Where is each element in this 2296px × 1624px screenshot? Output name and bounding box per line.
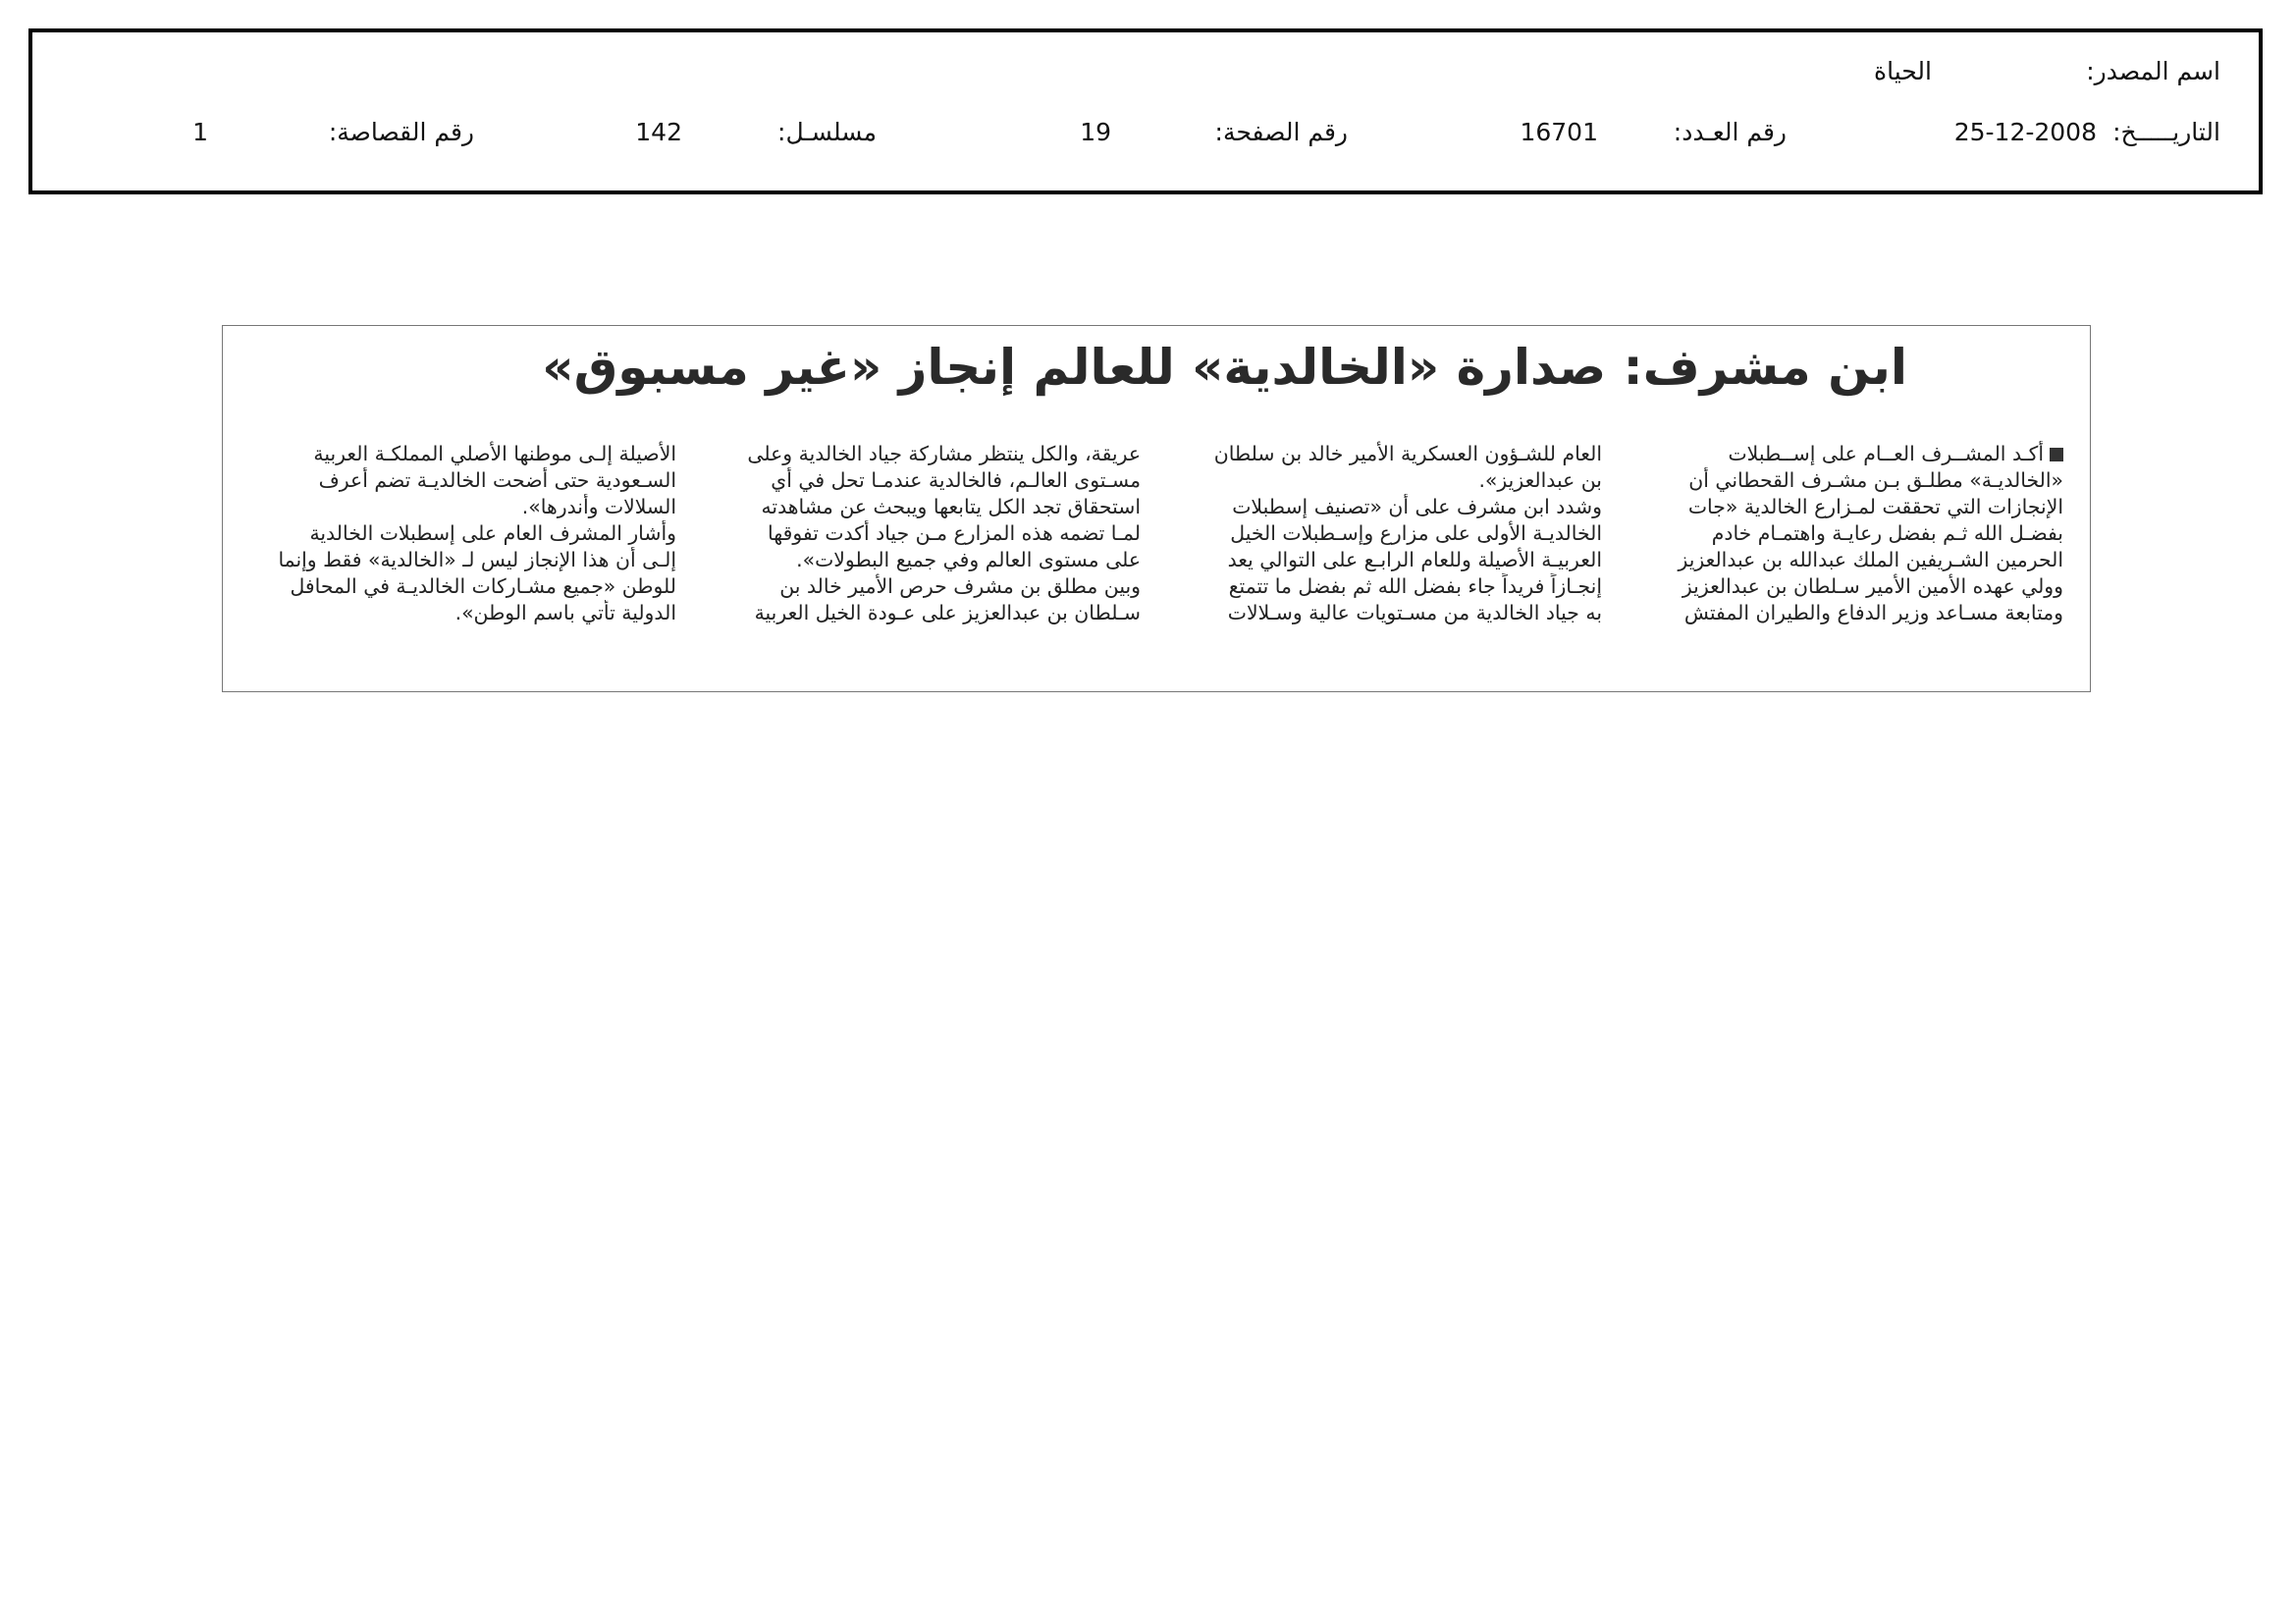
serial-label: مسلسـل: <box>777 118 877 146</box>
article-column-3 <box>717 441 1141 626</box>
article-column-1 <box>1639 441 2063 626</box>
column-line: بن عبدالعزيز». <box>1478 468 1602 492</box>
column-line: السلالات وأندرها». <box>521 495 676 518</box>
source-label: اسم المصدر: <box>2086 57 2220 85</box>
column-line: الإنجازات التي تحققت لمـزارع الخالدية «جات <box>1687 495 2063 518</box>
column-line: لمـا تضمه هذه المزارع مـن جياد أكدت تفوقها <box>768 521 1141 545</box>
serial-value: 142 <box>635 118 682 146</box>
column-line: أكـد المشــرف العــام على إســطبلات <box>1639 441 2063 467</box>
date-value: 25-12-2008 <box>1953 118 2097 146</box>
column-line: إنجـازاً فريداً جاء بفضل الله ثم بفضل ما تتمتع <box>1228 574 1602 598</box>
source-value: الحياة <box>1874 57 1932 85</box>
column-line: الأصيلة إلـى موطنها الأصلي المملكـة العربية <box>313 442 676 465</box>
column-line: مسـتوى العالـم، فالخالدية عندمـا تحل في أي <box>771 468 1141 492</box>
column-line: إلـى أن هذا الإنجاز ليس لـ «الخالدية» فقط وإنما <box>278 548 676 571</box>
column-line: سـلطان بن عبدالعزيز على عـودة الخيل العربية <box>754 601 1141 624</box>
clip-value: 1 <box>192 118 208 146</box>
column-line: السـعودية حتى أضحت الخالديـة تضم أعرف <box>318 468 676 492</box>
article-column-4 <box>252 441 676 626</box>
page-value: 19 <box>1080 118 1111 146</box>
column-line: الحرمين الشـريفين الملك عبدالله بن عبدالعزيز <box>1678 548 2063 571</box>
issue-value: 16701 <box>1520 118 1598 146</box>
column-line: على مستوى العالم وفي جميع البطولات». <box>796 548 1141 571</box>
column-line: الخالديـة الأولى على مزارع وإسـطبلات الخيل <box>1230 521 1602 545</box>
column-line: الدولية تأتي باسم الوطن». <box>454 601 676 624</box>
column-line: للوطن «جميع مشـاركات الخالديـة في المحافل <box>290 574 676 598</box>
clip-label: رقم القصاصة: <box>328 118 474 146</box>
column-line: وبين مطلق بن مشرف حرص الأمير خالد بن <box>779 574 1141 598</box>
square-bullet-icon <box>2050 448 2063 461</box>
column-line: استحقاق تجد الكل يتابعها ويبحث عن مشاهدته <box>761 495 1141 518</box>
column-line: ومتابعة مسـاعد وزير الدفاع والطيران المفتش <box>1683 601 2063 624</box>
column-line: به جياد الخالدية من مسـتويات عالية وسـلالات <box>1227 601 1602 624</box>
column-line: بفضـل الله ثـم بفضل رعايـة واهتمـام خادم <box>1711 521 2063 545</box>
page-label: رقم الصفحة: <box>1214 118 1348 146</box>
issue-label: رقم العـدد: <box>1673 118 1787 146</box>
article-headline: ابن مشرف: صدارة «الخالدية» للعالم إنجاز «غير مسبوق» <box>542 339 1907 396</box>
date-label: التاريـــــخ: <box>2112 118 2220 146</box>
column-line: عريقة، والكل ينتظر مشاركة جياد الخالدية وعلى <box>747 442 1141 465</box>
column-line: «الخالديـة» مطلـق بـن مشـرف القحطاني أن <box>1688 468 2063 492</box>
column-line: العربيـة الأصيلة وللعام الرابـع على التوالي يعد <box>1227 548 1602 571</box>
article-column-2 <box>1178 441 1602 626</box>
column-line: وأشار المشرف العام على إسطبلات الخالدية <box>309 521 676 545</box>
header-box <box>28 28 2263 194</box>
column-line: وشدد ابن مشرف على أن «تصنيف إسطبلات <box>1232 495 1602 518</box>
column-line: العام للشـؤون العسكرية الأمير خالد بن سلطان <box>1213 442 1602 465</box>
column-line: وولي عهده الأمين الأمير سـلطان بن عبدالعزيز <box>1682 574 2063 598</box>
